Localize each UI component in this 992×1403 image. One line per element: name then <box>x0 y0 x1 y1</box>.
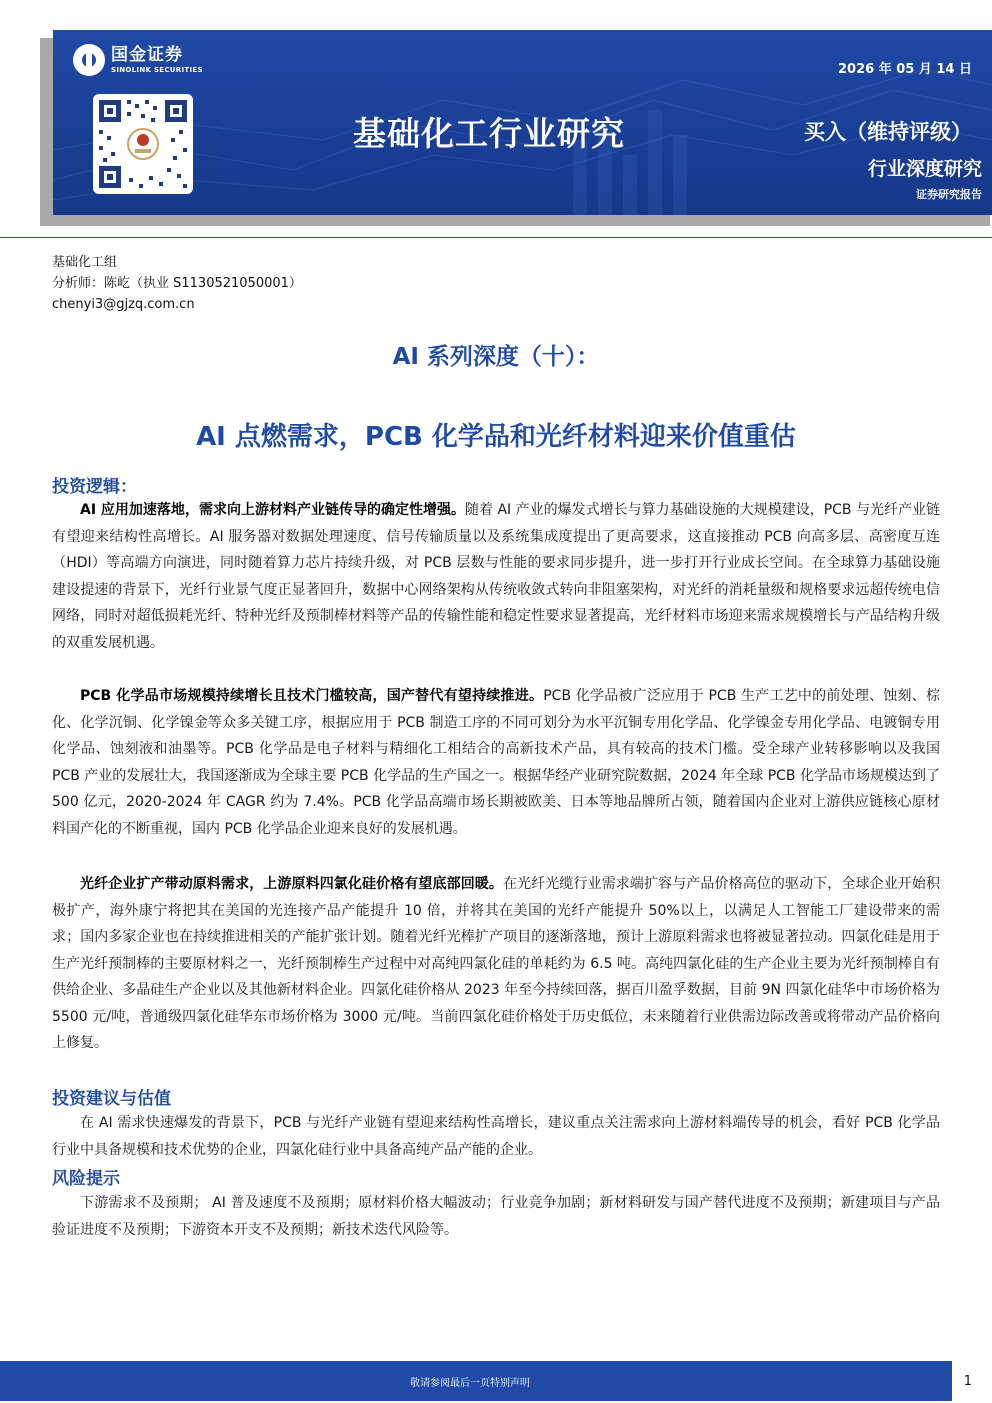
logic-paragraph-1-body: 随着 AI 产业的爆发式增长与算力基础设施的大规模建设，PCB 与光纤产业链有望迎来结构性高增长。AI 服务器对数据处理速度、信号传输质量以及系统集成度提出了更高要求，这直接推动 PCB 向高多层、高密度互连（HDI）等高端方向演进，同时随着算力芯片持续升级，对 PCB 层数与性能的要求同步提升，进一步打开行业成长空间。在全球算力基础设施建设提速的背景下，光纤行业景气度正显著回升，数据中心网络架构从传统收敛式转向非阻塞架构，对光纤的消耗量级和规格要求远超传统电信网络，同时对超低损耗光纤、特种光纤及预制棒材料等产品的传输性能和稳定性要求显著提高，光纤材料市场迎来需求规模增长与产品结构升级的双重发展机遇。 <box>52 502 940 651</box>
report-subtype: 证券研究报告 <box>916 188 982 201</box>
logic-paragraph-3 <box>52 871 940 1057</box>
header-divider <box>0 237 992 238</box>
logo-name-cn: 国金证券 <box>111 44 183 65</box>
logic-paragraph-2 <box>52 683 940 842</box>
industry-title: 基础化工行业研究 <box>353 114 625 153</box>
analyst-email[interactable]: chenyi3@gjzq.com.cn <box>52 297 195 312</box>
logic-paragraph-3-lead: 光纤企业扩产带动原料需求，上游原料四氯化硅价格有望底部回暖。 <box>80 876 503 892</box>
company-logo <box>73 44 203 76</box>
qr-code <box>93 94 193 194</box>
footer-notice: 敬请参阅最后一页特别声明 <box>410 1378 530 1389</box>
logo-name-en: SINOLINK SECURITIES <box>111 65 203 74</box>
series-title: AI 系列深度（十）： <box>392 344 600 370</box>
risk-heading: 风险提示 <box>52 1169 120 1189</box>
investment-advice-heading: 投资建议与估值 <box>52 1089 171 1109</box>
investment-advice-text: 在 AI 需求快速爆发的背景下，PCB 与光纤产业链有望迎来结构性高增长，建议重点关注需求向上游材料端传导的机会，看好 PCB 化学品行业中具备规模和技术优势的企业，四氯化硅行业中具备高纯产品产能的企业。 <box>52 1115 940 1158</box>
logic-paragraph-1 <box>52 497 940 656</box>
rating: 买入（维持评级） <box>804 120 972 144</box>
analyst-name: 分析师：陈屹（执业 S1130521050001） <box>52 276 302 291</box>
qr-code-icon <box>93 94 193 194</box>
report-date: 2026 年 05 月 14 日 <box>838 62 972 77</box>
report-type: 行业深度研究 <box>867 158 982 180</box>
page-number: 1 <box>963 1374 972 1389</box>
logo-mark-icon <box>73 44 105 76</box>
research-group: 基础化工组 <box>52 255 118 270</box>
logic-paragraph-3-body: 在光纤光缆行业需求端扩容与产品价格高位的驱动下，全球企业开始积极扩产，海外康宁将把其在美国的光连接产品产能提升 10 倍，并将其在美国的光纤产能提升 50%以上，以满足人工智能工厂建设带来的需求；国内多家企业也在持续推进相关的产能扩张计划。随着光纤光棒扩产项目的逐渐落地，预计上游原料需求也将被显著拉动。四氯化硅是用于生产光纤预制棒的主要原材料之一，光纤预制棒生产过程中对高纯四氯化硅的单耗约为 6.5 吨。高纯四氯化硅的生产企业主要为光纤预制棒自有供给企业、多晶硅生产企业以及其他新材料企业。四氯化硅价格从 2023 年至今持续回落，据百川盈孚数据，目前 9N 四氯化硅华中市场价格为 5500 元/吨，普通级四氯化硅华东市场价格为 3000 元/吨。当前四氯化硅价格处于历史低位，未来随着行业供需边际改善或将带动产品价格向上修复。 <box>52 876 940 1051</box>
logic-paragraph-2-lead: PCB 化学品市场规模持续增长且技术门槛较高，国产替代有望持续推进。 <box>80 688 544 704</box>
logic-paragraph-1-lead: AI 应用加速落地，需求向上游材料产业链传导的确定性增强。 <box>80 502 466 518</box>
logic-paragraph-2-body: PCB 化学品被广泛应用于 PCB 生产工艺中的前处理、蚀刻、棕化、化学沉铜、化学镍金等众多关键工序，根据应用于 PCB 制造工序的不同可划分为水平沉铜专用化学品、化学镍金专用化学品、电镀铜专用化学品、蚀刻液和油墨等。PCB 化学品是电子材料与精细化工相结合的高新技术产品，具有较高的技术门槛。受全球产业转移影响以及我国 PCB 产业的发展壮大，我国逐渐成为全球主要 PCB 化学品的生产国之一。根据华经产业研究院数据，2024 年全球 PCB 化学品市场规模达到了 500 亿元，2020-2024 年 CAGR 约为 7.4%。PCB 化学品高端市场长期被欧美、日本等地品牌所占领，随着国内企业对上游供应链核心原材料国产化的不断重视，国内 PCB 化学品企业迎来良好的发展机遇。 <box>52 688 940 837</box>
report-banner <box>53 30 992 215</box>
report-main-title: AI 点燃需求，PCB 化学品和光纤材料迎来价值重估 <box>196 422 796 452</box>
risk-text: 下游需求不及预期； AI 普及速度不及预期；原材料价格大幅波动；行业竞争加剧；新材料研发与国产替代进度不及预期；新建项目与产品验证进度不及预期；下游资本开支不及预期；新技术迭代风险等。 <box>52 1195 940 1238</box>
investment-logic-heading: 投资逻辑： <box>52 477 137 497</box>
author-block <box>52 252 302 315</box>
